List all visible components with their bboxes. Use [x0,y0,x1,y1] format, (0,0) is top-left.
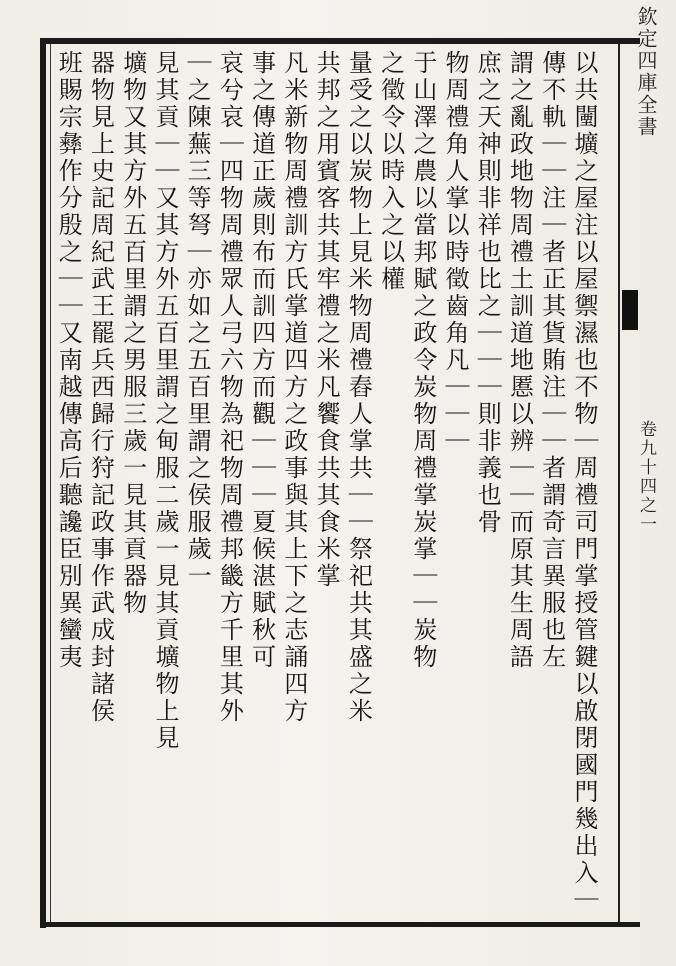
text-column-11: 事之傳道正歲則布而訓四方而觀｜｜｜夏候湛賦秋可 [247,50,276,671]
frame-left-border [40,38,46,928]
text-column-14: 見其貢｜｜又其方外五百里謂之甸服二歲一見其貢壙物上見 [150,50,179,752]
text-column-17: 班賜宗彝作分殷之｜｜又南越傳高后聽讒臣別異蠻夷 [54,50,83,671]
text-column-15: 壙物又其方外五百里謂之男服三歲一見其貢器物 [118,50,147,617]
text-column-5: 物周禮角人掌以時徵齒角凡｜｜｜ [441,50,470,455]
text-column-9: 共邦之用賓客共其牢禮之米凡饗食共其食米掌 [312,50,341,590]
frame-top-border [40,38,640,44]
text-column-4: 庶之天神則非祥也比之｜｜｜則非義也骨 [473,50,502,536]
text-column-8: 量受之以炭物上見米物周禮舂人掌共｜｜祭祀共其盛之米 [344,50,373,725]
text-column-16: 器物見上史記周紀武王罷兵西歸行狩記政事作武成封諸侯 [86,50,115,725]
text-column-1: 以共闉壙之屋注以屋禦濕也不物｜周禮司門掌授管鍵以啟閉國門幾出入｜ [569,50,598,914]
text-column-10: 凡米新物周禮訓方氏掌道四方之政事與其上下之志誦四方 [279,50,308,725]
frame-inner-line [50,44,51,922]
fishtail-mark [622,290,638,330]
text-column-13: ｜之陳蕪三等弩｜亦如之五百里謂之侯服歲一 [183,50,212,590]
frame-bottom-border [40,922,640,927]
text-column-2: 傳不軌｜｜注｜者正其貨賄注｜｜者謂奇言異服也左 [537,50,566,671]
text-column-7: 之徵令以時入之以權 [376,50,405,293]
text-column-6: 于山澤之農以當邦賦之政令炭物周禮掌炭掌｜｜炭物 [408,50,437,671]
text-column-12: 哀兮哀｜四物周禮眾人弓六物為祀物周禮邦畿方千里其外 [215,50,244,725]
text-column-3: 謂之亂政地物周禮土訓道地慝以辨｜｜而原其生周語 [505,50,534,671]
margin-divider-line [618,44,620,922]
book-title: 欽定四庫全書 [634,6,658,138]
volume-label: 卷九十四之一 [636,420,656,534]
